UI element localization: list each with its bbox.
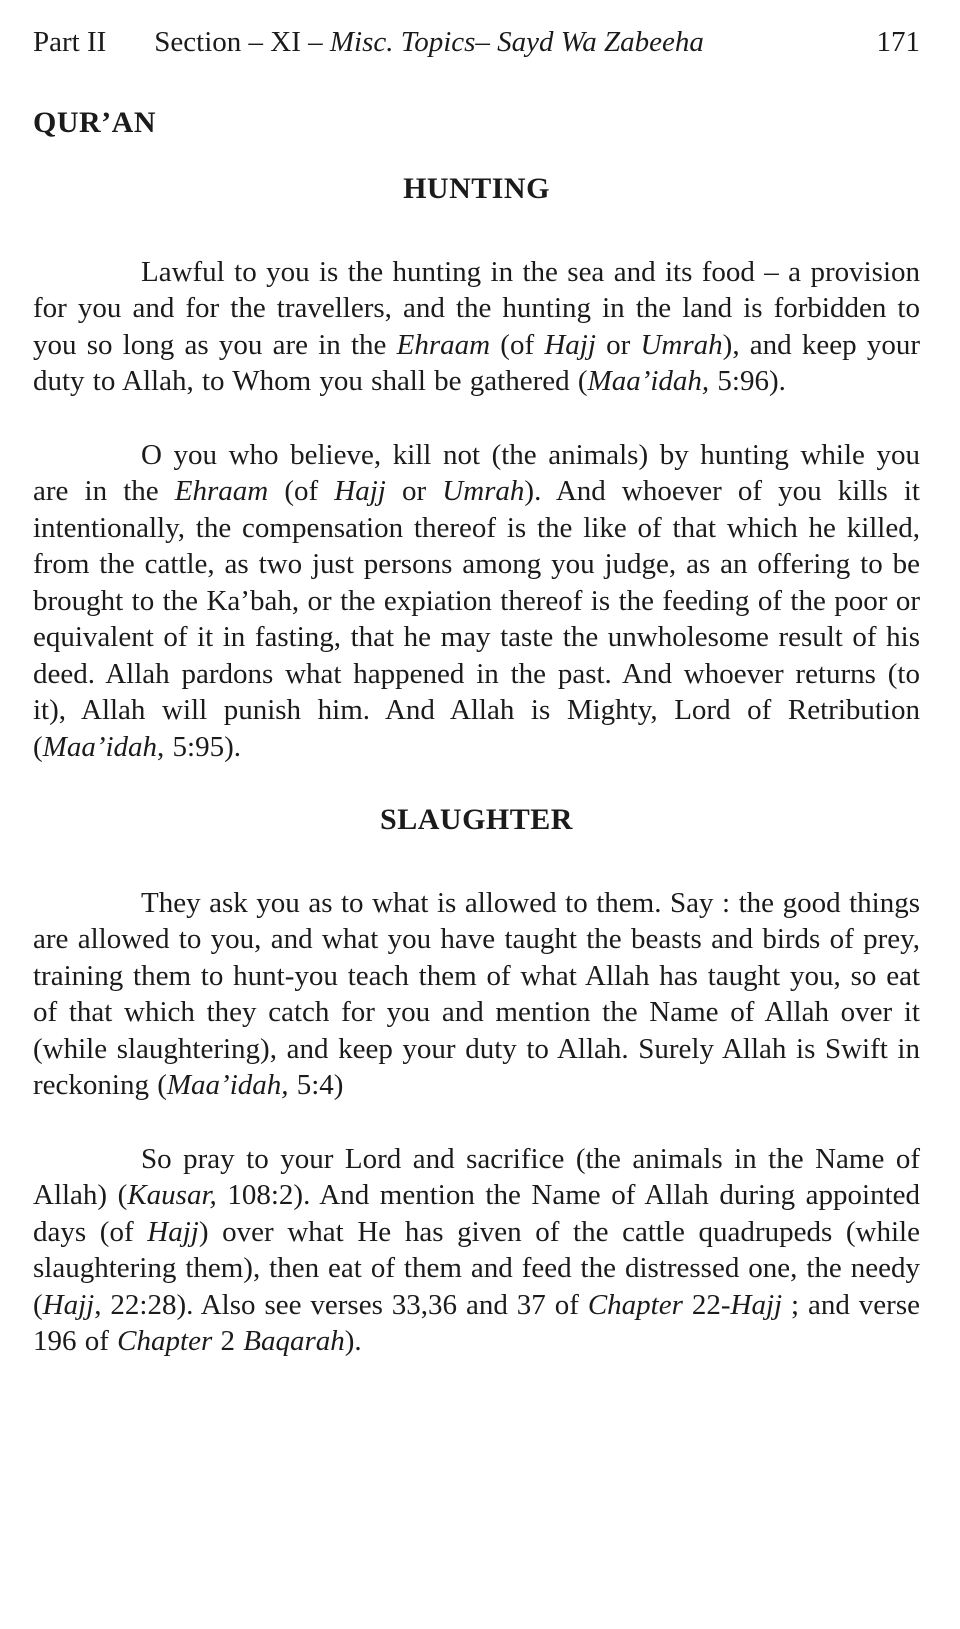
text-segment: or xyxy=(385,475,443,507)
italic-text-segment: Baqarah xyxy=(243,1325,345,1357)
slaughter-paragraph-1 xyxy=(33,885,920,1104)
text-segment: They ask you as to what is allowed to them. Say : the good things are allowed to you, and what you have taught the beasts and birds of prey, training them to hunt-you teach them of what Allah has taught you, so eat of that which they catch for you and mention the Name of Allah over it (while slaughtering), and keep your duty to Allah. Surely Allah is Swift in reckoning ( xyxy=(33,886,920,1101)
italic-text-segment: Maa’idah, xyxy=(587,365,710,397)
text-segment: 22- xyxy=(682,1288,731,1321)
text-segment: So pray to your Lord and sacrifice (the animals in the Name of Allah) ( xyxy=(33,1142,920,1211)
italic-text-segment: Umrah xyxy=(640,328,723,361)
text-segment: 108:2). And mention the Name of Allah during appointed days (of xyxy=(33,1179,920,1248)
text-segment: 2 xyxy=(212,1325,244,1357)
text-segment: Lawful to you is the hunting in the sea and its food – a provision for you and for the travellers, and the hunting in the land is forbidden to you so long as you are in the xyxy=(33,255,920,361)
text-segment: 5:96). xyxy=(709,365,786,397)
slaughter-paragraph-2 xyxy=(33,1141,920,1360)
text-segment: ). And whoever of you kills it intentionally, the compensation thereof is the like of that which he killed, from the cattle, as two just persons among you judge, as an offering to be brought to the Ka’bah, or the expiation thereof is the feeding of the poor or equivalent of it in fasting, that he may taste the unwholesome result of his deed. Allah pardons what happened in the past. And whoever returns (to it), Allah will punish him. And Allah is Mighty, Lord of Retribution ( xyxy=(33,475,920,763)
slaughter-heading: SLAUGHTER xyxy=(380,803,573,836)
italic-text-segment: Ehraam xyxy=(396,328,491,361)
text-segment: , 5:95). xyxy=(157,730,242,763)
page-number: 171 xyxy=(876,26,920,58)
italic-text-segment: Hajj xyxy=(334,475,386,507)
italic-text-segment: Chapter xyxy=(587,1288,683,1321)
text-segment: ; and verse 196 of xyxy=(33,1288,920,1357)
header-section-prefix: Section – XI – xyxy=(154,26,330,58)
text-segment: , 22:28). Also see verses 33,36 and 37 of xyxy=(94,1288,588,1321)
hunting-paragraph-1 xyxy=(33,254,920,400)
text-segment: 5:4) xyxy=(288,1069,344,1101)
hunting-heading: HUNTING xyxy=(403,172,550,205)
text-segment: (of xyxy=(490,328,545,361)
italic-text-segment: Chapter xyxy=(117,1325,213,1357)
text-segment: ). xyxy=(344,1325,362,1357)
page-header xyxy=(33,24,920,61)
header-topic-italic: Misc. Topics– Sayd Wa Zabeeha xyxy=(329,26,704,58)
quran-heading: QUR’AN xyxy=(33,105,156,139)
italic-text-segment: Hajj xyxy=(730,1288,783,1321)
header-section-title xyxy=(154,24,704,61)
section-hunting xyxy=(33,171,920,765)
italic-text-segment: Maa’idah xyxy=(42,730,158,763)
italic-text-segment: Maa’idah, xyxy=(166,1069,289,1101)
italic-text-segment: Umrah xyxy=(442,475,525,507)
italic-text-segment: Kausar, xyxy=(127,1179,217,1211)
italic-text-segment: Hajj xyxy=(42,1288,95,1321)
italic-text-segment: Hajj xyxy=(544,328,596,361)
section-slaughter xyxy=(33,802,920,1360)
italic-text-segment: Ehraam xyxy=(174,475,269,507)
text-segment: ), and keep your duty to Allah, to Whom you shall be gathered ( xyxy=(33,328,920,397)
hunting-paragraph-2 xyxy=(33,437,920,766)
text-segment: (of xyxy=(268,475,335,507)
text-segment: O you who believe, kill not (the animals) by hunting while you are in the xyxy=(33,438,920,507)
text-segment: or xyxy=(595,328,641,361)
italic-text-segment: Hajj xyxy=(147,1215,199,1248)
text-segment: ) over what He has given of the cattle quadrupeds (while slaughtering them), then eat of them and feed the distressed one, the needy ( xyxy=(33,1215,920,1321)
header-part-label: Part II xyxy=(33,26,107,58)
